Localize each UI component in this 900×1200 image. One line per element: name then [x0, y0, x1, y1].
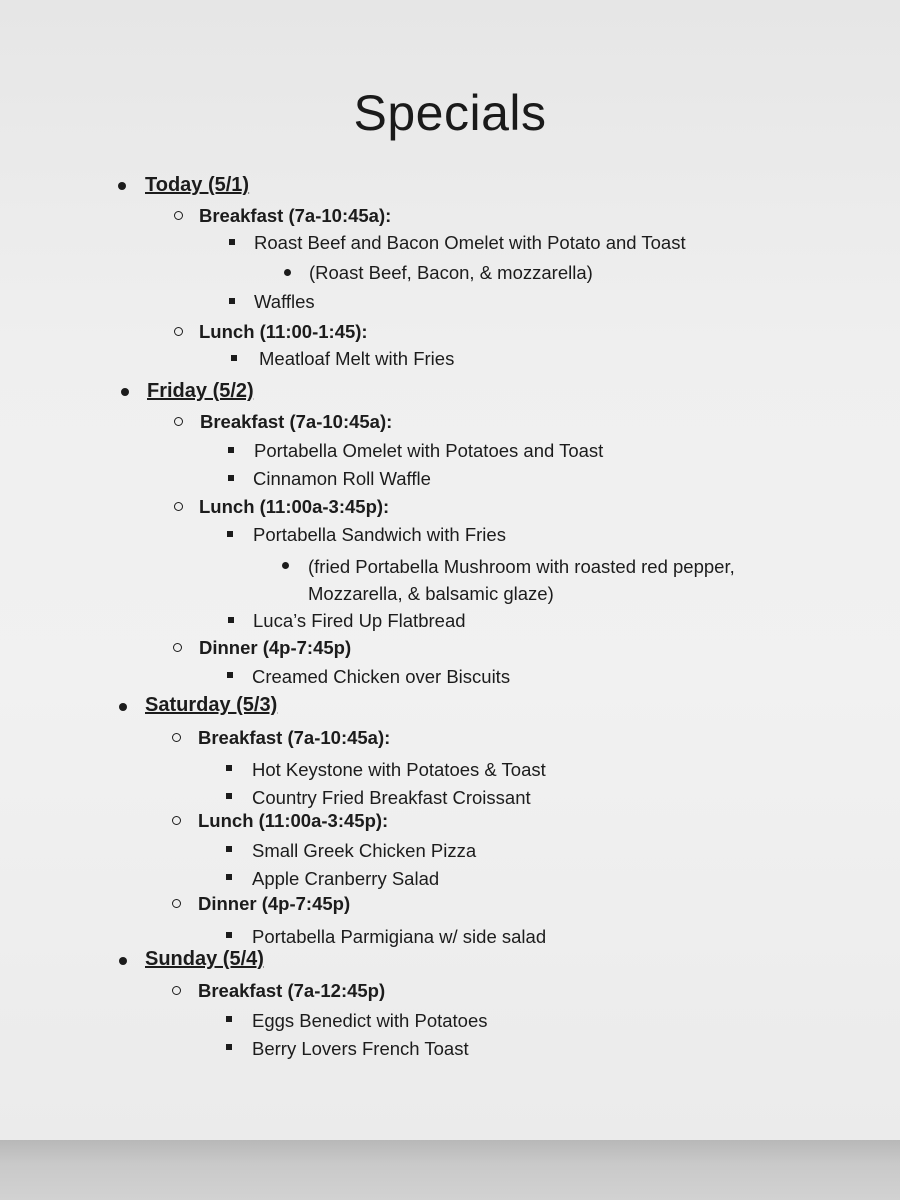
day-heading-friday: Friday (5/2): [147, 380, 254, 402]
bullet-circle: [174, 417, 183, 426]
meal-heading: Dinner (4p-7:45p): [199, 637, 352, 658]
bullet-circle: [172, 986, 181, 995]
bullet-square: [228, 447, 234, 453]
bullet-disc: [119, 703, 127, 711]
bullet-circle: [174, 502, 183, 511]
bullet-square: [228, 475, 234, 481]
bullet-circle: [172, 816, 181, 825]
bullet-square: [226, 932, 232, 938]
menu-item-note: (Roast Beef, Bacon, & mozzarella): [309, 262, 593, 283]
bullet-square: [226, 874, 232, 880]
bullet-disc: [284, 269, 291, 276]
bullet-circle: [174, 211, 183, 220]
meal-heading: Breakfast (7a-10:45a):: [198, 727, 391, 748]
day-heading-saturday: Saturday (5/3): [145, 694, 278, 716]
menu-item: Roast Beef and Bacon Omelet with Potato and Toast: [254, 232, 686, 253]
meal-heading: Lunch (11:00a-3:45p):: [198, 810, 389, 831]
bullet-circle: [173, 643, 182, 652]
bullet-square: [229, 298, 235, 304]
bullet-square: [227, 672, 233, 678]
meal-heading: Lunch (11:00a-3:45p):: [199, 496, 390, 517]
day-heading-today: Today (5/1): [145, 174, 250, 196]
menu-item: Luca’s Fired Up Flatbread: [253, 610, 466, 631]
meal-heading: Dinner (4p-7:45p): [198, 893, 351, 914]
page-title: Specials: [353, 85, 547, 141]
bullet-circle: [174, 327, 183, 336]
menu-item: Cinnamon Roll Waffle: [253, 468, 431, 489]
menu-item-note: (fried Portabella Mushroom with roasted red pepper,: [308, 556, 735, 577]
menu-item: Portabella Omelet with Potatoes and Toast: [254, 440, 604, 461]
meal-heading: Breakfast (7a-12:45p): [198, 980, 386, 1001]
bullet-square: [226, 846, 232, 852]
bullet-disc: [282, 562, 289, 569]
day-heading-sunday: Sunday (5/4): [145, 948, 264, 970]
bullet-square: [227, 531, 233, 537]
meal-heading: Breakfast (7a-10:45a):: [200, 411, 393, 432]
menu-item: Creamed Chicken over Biscuits: [252, 666, 511, 687]
bullet-square: [226, 1044, 232, 1050]
menu-item: Small Greek Chicken Pizza: [252, 840, 477, 861]
menu-item: Waffles: [254, 291, 315, 312]
menu-item: Eggs Benedict with Potatoes: [252, 1010, 488, 1031]
bullet-circle: [172, 899, 181, 908]
bullet-disc: [121, 388, 129, 396]
bullet-disc: [119, 957, 127, 965]
menu-item: Meatloaf Melt with Fries: [259, 348, 455, 369]
bullet-square: [229, 239, 235, 245]
meal-heading: Lunch (11:00-1:45):: [199, 321, 368, 342]
bullet-circle: [172, 733, 181, 742]
bullet-square: [228, 617, 234, 623]
background-surface: [0, 1140, 900, 1200]
menu-item: Berry Lovers French Toast: [252, 1038, 469, 1059]
menu-item-note: Mozzarella, & balsamic glaze): [308, 583, 554, 604]
bullet-square: [231, 355, 237, 361]
menu-item: Apple Cranberry Salad: [252, 868, 440, 889]
menu-item: Portabella Sandwich with Fries: [253, 524, 506, 545]
bullet-disc: [118, 182, 126, 190]
menu-item: Portabella Parmigiana w/ side salad: [252, 926, 547, 947]
menu-item: Hot Keystone with Potatoes & Toast: [252, 759, 546, 780]
bullet-square: [226, 765, 232, 771]
meal-heading: Breakfast (7a-10:45a):: [199, 205, 392, 226]
menu-item: Country Fried Breakfast Croissant: [252, 787, 531, 808]
bullet-square: [226, 1016, 232, 1022]
bullet-square: [226, 793, 232, 799]
